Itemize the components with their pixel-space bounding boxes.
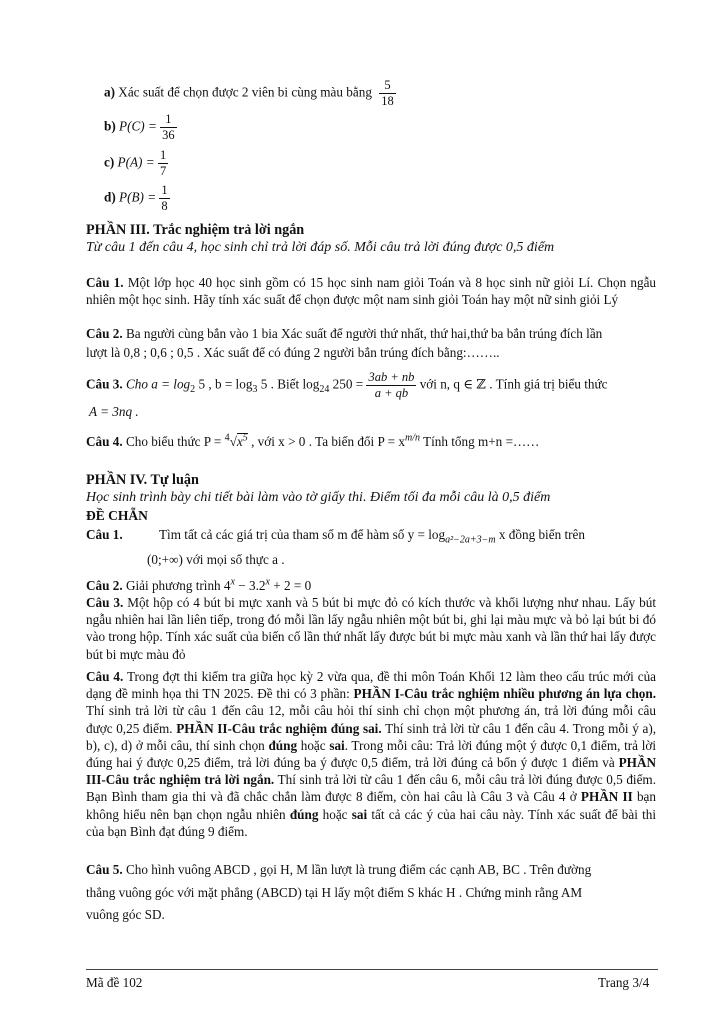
option-a — [104, 78, 396, 109]
part4-question-1-line2: (0;+∞) với mọi số thực a . — [147, 552, 285, 567]
footer-divider — [86, 969, 658, 970]
part3-question-3-line2: A = 3nq . — [89, 404, 139, 419]
part3-question-3: Câu 3. Cho $a = \log_2 5$ , $b = \log_3 5$ . Biết $\log_{24} 250$ = $\frac{3ab + nb}{a + qb}$ với n, q ∈ ℤ . Tính giá trị biểu thức — [86, 370, 608, 400]
part3-question-1: Câu 1. Một lớp học 40 học sinh gồm có 15 học sinh nam giỏi Toán và 8 học sinh nữ giỏi Lí. Chọn ngẫu nhiên một học sinh. Hãy tính xác suất để chọn được một nam sinh giỏi Toán hay một nữ sinh giỏi Lý — [86, 275, 657, 308]
part4-question-5-line2: thẳng vuông góc với mặt phẳng (ABCD) tại H lấy một điểm S khác H . Chứng minh rằng AM — [86, 885, 583, 900]
part3-q3-fraction: $\frac{3ab + nb}{a + qb}$ — [368, 370, 415, 400]
option-a-fraction: $\frac{5}{18}$ — [381, 78, 394, 108]
option-b-expr: P(C) = — [119, 118, 157, 134]
part4-question-5-line1: Câu 5. Cho hình vuông ABCD , gọi H, M lần lượt là trung điểm các cạnh AB, BC . Trên đường — [86, 862, 592, 877]
part4-question-4: Câu 4. Trong đợt thi kiểm tra giữa học kỳ 2 vừa qua, đề thi môn Toán Khối 12 làm theo cấu trúc mới của dạng đề minh họa thi TN 2025. Đề thi có 3 phần: PHẦN I-Câu trắc nghiệm nhiều phương án lựa chọn. Thí sinh trả lời từ câu 1 đến câu 12, mỗi câu hỏi thí sinh chỉ chọn một phương án, trả lời đúng mỗi câu được 0,25 điểm. PHẦN II-Câu trắc nghiệm đúng sai. Thí sinh trả lời từ câu 1 đến câu 4. Trong mỗi ý a), b), c), d) ở mỗi câu, thí sinh chọn đúng hoặc sai. Trong mỗi câu: Trả lời đúng một ý được 0,1 điểm, trả lời đúng hai ý được 0,25 điểm, trả lời đúng ba ý được 0,5 điểm, trả lời đúng cả bốn ý được 1 điểm và PHẦN III-Câu trắc nghiệm trả lời ngắn. Thí sinh trả lời từ câu 1 đến câu 6, mỗi câu trả lời đúng được 0,5 điểm. Bạn Bình tham gia thi và đã chắc chắn làm được 8 điểm, còn hai câu là Câu 3 và Câu 4 ở PHẦN II bạn không hiểu nên bạn chọn ngẫu nhiên đúng hoặc sai tất cả các ý của hai câu này. Tính xác suất để bài thi của bạn Bình đạt đúng 9 điểm. — [86, 669, 657, 839]
footer-exam-code: Mã đề 102 — [86, 975, 143, 990]
part4-code: ĐỀ CHẴN — [86, 508, 148, 523]
option-b-fraction: $\frac{1}{36}$ — [162, 112, 175, 142]
part3-subtitle: Từ câu 1 đến câu 4, học sinh chỉ trả lời đáp số. Mỗi câu trả lời đúng được 0,5 điểm — [86, 240, 555, 255]
option-a-label: a) — [104, 84, 115, 100]
part3-question-4: Câu 4. Cho biểu thức $P = ^4√x^5$ , với x > 0 . Ta biến đổi $P = x^{m/n}$ Tính tổng m+n =…… — [86, 432, 540, 449]
option-d-fraction: $\frac{1}{8}$ — [161, 183, 168, 213]
option-a-text: Xác suất để chọn được 2 viên bi cùng màu bằng — [118, 84, 372, 100]
part4-subtitle: Học sinh trình bày chi tiết bài làm vào tờ giấy thi. Điểm tối đa mỗi câu là 0,5 điểm — [86, 490, 551, 505]
part4-title: PHẦN IV. Tự luận — [86, 472, 199, 488]
option-d — [104, 183, 170, 214]
part4-question-2: Câu 2. Giải phương trình $4^x - 3.2^x + 2 = 0$ — [86, 576, 312, 593]
option-c-fraction: $\frac{1}{7}$ — [159, 148, 167, 178]
radical-expression: $^4√x^5$ — [224, 432, 248, 449]
option-b-label: b) — [104, 118, 116, 134]
option-c-expr: P(A) = — [117, 154, 155, 170]
option-c — [104, 148, 168, 179]
option-b — [104, 112, 177, 143]
part3-question-2-line1: Câu 2. Ba người cùng bắn vào 1 bia Xác suất để người thứ nhất, thứ hai,thứ ba bắn trúng đích lần — [86, 326, 603, 341]
part3-title: PHẦN III. Trắc nghiệm trả lời ngắn — [86, 222, 305, 238]
option-d-expr: P(B) = — [119, 189, 157, 205]
part4-question-1: Câu 1. Tìm tất cả các giá trị của tham số m để hàm số $y = \log_{a^2-2a+3-m} x$ đồng biến trên — [86, 527, 585, 546]
part4-question-3: Câu 3. Một hộp có 4 bút bi mực xanh và 5 bút bi mực đỏ có kích thước và khối lượng như nhau. Lấy bút ngẫu nhiên hai lần liên tiếp, trong đó mỗi lần lấy ngẫu nhiên một bút bi, ghi lại màu mực và bỏ lại bút bi đó vào trong hộp. Tính xác suất của biến cố lần thứ nhất lấy được bút bi mực màu xanh và lần thứ hai lấy được bút bi mực màu đỏ — [86, 595, 656, 662]
footer-page-number: Trang 3/4 — [598, 975, 650, 990]
option-c-label: c) — [104, 154, 115, 170]
option-d-label: d) — [104, 189, 116, 205]
part4-question-5-line3: vuông góc SD. — [86, 907, 165, 922]
part3-question-2-line2: lượt là 0,8 ; 0,6 ; 0,5 . Xác suất để có đúng 2 người bắn trúng đích bằng:…….. — [86, 345, 500, 360]
